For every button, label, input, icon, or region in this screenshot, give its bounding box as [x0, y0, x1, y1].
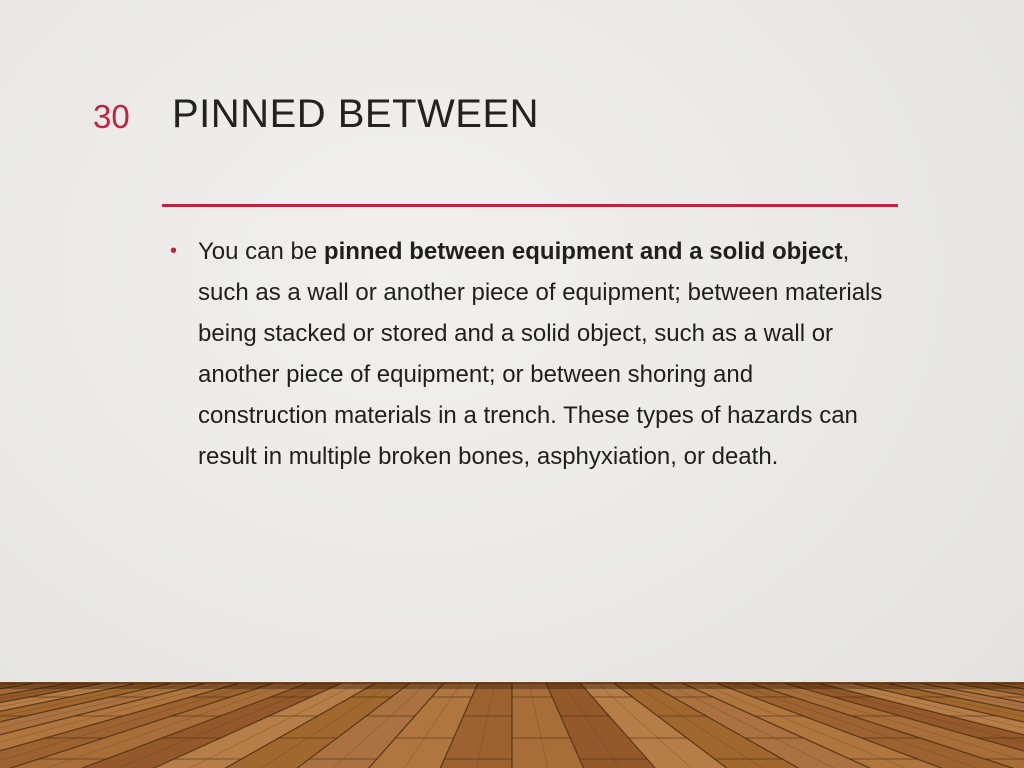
- bullet-text-end: , such as a wall or another piece of equipment; between materials being stacked or stored and a solid object, such as a wall or another piece of equipment; or between shoring and construction materials in a trench. These types of hazards can result in multiple broken bones, asphyxiation, or death.: [198, 238, 883, 470]
- wood-planks-graphic: [0, 683, 1024, 768]
- title-divider: [162, 204, 898, 207]
- slide-number: 30: [93, 98, 130, 135]
- slide-title: PINNED BETWEEN: [172, 92, 540, 136]
- wooden-floor: [0, 682, 1024, 768]
- bullet-marker: •: [170, 240, 178, 262]
- bullet-list: [168, 231, 888, 477]
- bullet-item: [168, 231, 888, 477]
- floor-shadow: [0, 683, 1024, 689]
- bullet-text-start: You can be: [198, 238, 324, 265]
- bullet-text-bold: pinned between equipment and a solid object: [323, 238, 843, 265]
